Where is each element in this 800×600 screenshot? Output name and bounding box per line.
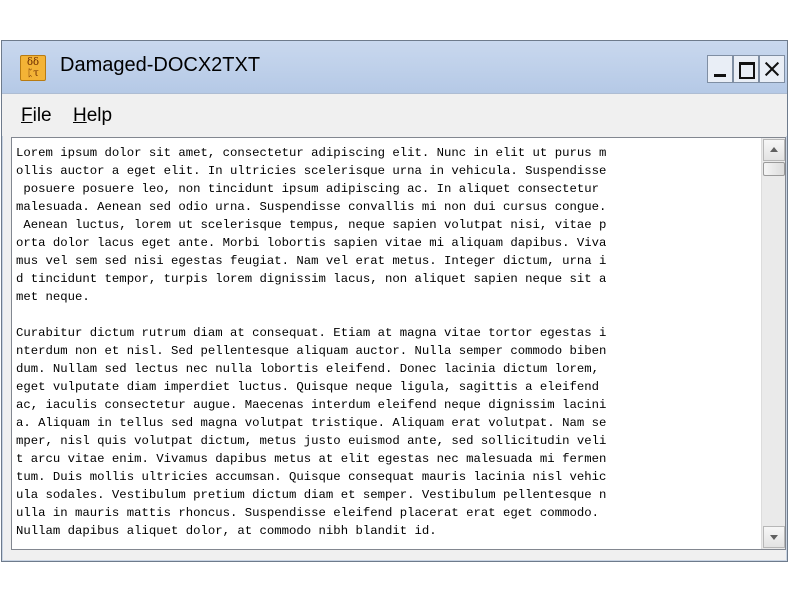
text-line: orta dolor lacus eget ante. Morbi lobortis sapien vitae mi aliquam dapibus. Viva: [16, 236, 607, 250]
scroll-down-button[interactable]: [763, 526, 785, 548]
text-line: Lorem ipsum dolor sit amet, consectetur adipiscing elit. Nunc in elit ut purus m: [16, 146, 607, 160]
text-line: eget vulputate diam imperdiet luctus. Quisque neque ligula, sagittis a eleifend: [16, 380, 607, 394]
text-line: Nullam dapibus aliquet dolor, at commodo nibh blandit id.: [16, 524, 437, 538]
maximize-button[interactable]: [733, 55, 759, 83]
text-line: mus vel sem sed nisi egestas feugiat. Nam vel erat metus. Integer dictum, urna i: [16, 254, 607, 268]
document-text-area[interactable]: [16, 144, 759, 546]
menu-file[interactable]: [21, 105, 52, 127]
window-title: Damaged-DOCX2TXT: [60, 54, 261, 76]
menu-help[interactable]: [73, 105, 112, 127]
text-line: Curabitur dictum rutrum diam at consequat. Etiam at magna vitae tortor egestas i: [16, 326, 607, 340]
text-line: nterdum non et nisl. Sed pellentesque aliquam auctor. Nulla semper commodo biben: [16, 344, 607, 358]
menu-bar: [2, 94, 787, 136]
menu-help-label: elp: [86, 105, 113, 126]
vertical-scrollbar[interactable]: [761, 138, 785, 549]
text-line: d tincidunt tempor, turpis lorem dignissim lacus, non aliquet sapien neque sit a: [16, 272, 607, 286]
text-line: tum. Duis mollis ultricies accumsan. Quisque consequat mauris lacinia nisl vehic: [16, 470, 607, 484]
text-line: ollis auctor a eget elit. In ultricies scelerisque urna in vehicula. Suspendisse: [16, 164, 607, 178]
text-line: malesuada. Aenean sed odio urna. Suspendisse convallis mi non dui cursus congue.: [16, 200, 607, 214]
text-line: dum. Nullam sed lectus nec nulla lobortis eleifend. Donec lacinia dictum lorem,: [16, 362, 607, 376]
app-document-icon[interactable]: [20, 55, 46, 81]
text-line: t arcu vitae enim. Vivamus dapibus metus at elit egestas nec malesuada mi fermen: [16, 452, 607, 466]
menu-file-accelerator: F: [21, 105, 33, 126]
minimize-button[interactable]: [707, 55, 733, 83]
scroll-thumb[interactable]: [763, 162, 785, 176]
text-line: a. Aliquam in tellus sed magna volutpat tristique. Aliquam erat volutpat. Nam se: [16, 416, 607, 430]
title-bar[interactable]: [2, 41, 787, 94]
text-line: ula sodales. Vestibulum pretium dictum diam et semper. Vestibulum pellentesque n: [16, 488, 607, 502]
close-button[interactable]: [759, 55, 785, 83]
text-line: ac, iaculis consectetur augue. Maecenas interdum eleifend neque dignissim lacini: [16, 398, 607, 412]
text-line: ulla in mauris mattis rhoncus. Suspendisse eleifend placerat erat eget commodo.: [16, 506, 607, 520]
text-line: mper, nisl quis volutpat dictum, metus justo euismod ante, sed sollicitudin veli: [16, 434, 607, 448]
app-icon-glyph-top: δδ: [26, 57, 40, 68]
app-window: [1, 40, 788, 562]
text-line: Aenean luctus, lorem ut scelerisque tempus, neque sapien volutpat nisi, vitae p: [16, 218, 607, 232]
menu-file-label: ile: [32, 105, 52, 126]
text-line: met neque.: [16, 290, 90, 304]
text-editor[interactable]: [11, 137, 786, 550]
text-line: posuere posuere leo, non tincidunt ipsum adipiscing ac. In aliquet consectetur: [16, 182, 607, 196]
paragraph-gap: [16, 306, 759, 324]
scroll-up-button[interactable]: [763, 139, 785, 161]
app-icon-glyph-bottom: ᛈτ: [27, 68, 39, 79]
menu-help-accelerator: H: [73, 105, 87, 126]
